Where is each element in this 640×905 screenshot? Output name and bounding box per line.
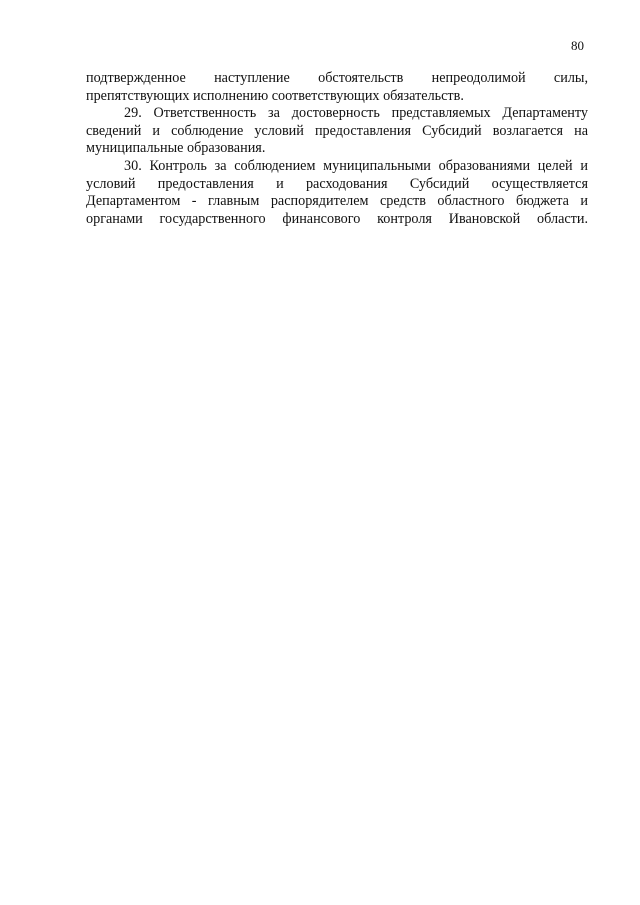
paragraph-29: 29. Ответственность за достоверность представляемых Департаменту сведений и соблюдение условий предоставления Субсидий возлагается на муниципальные образования. [86,105,588,157]
page-number: 80 [571,38,584,53]
paragraph-30: 30. Контроль за соблюдением муниципальными образованиями целей и условий предоставления и расходования Субсидий осуществляется Департаментом - главным распорядителем средств областного бюджета и органами государственного финансового контроля Ивановской области. [86,157,588,227]
document-body [86,70,588,228]
paragraph-continuation: подтвержденное наступление обстоятельств непреодолимой силы, препятствующих исполнению соответствующих обязательств. [86,70,588,104]
